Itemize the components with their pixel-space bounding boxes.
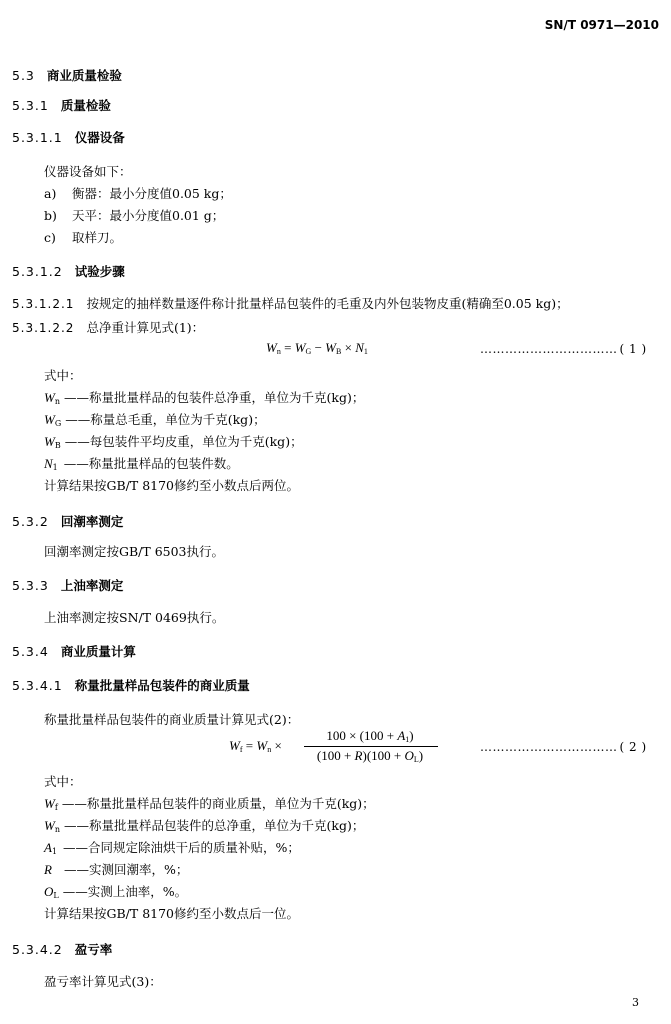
equipment-intro: 仪器设备如下： — [44, 164, 132, 179]
definition-text: ——实测上油率，%。 — [62, 884, 188, 899]
equation-number: ( 2 ) — [619, 740, 647, 754]
heading-5-3-4 — [12, 642, 136, 660]
definition-text: ——称量总毛重，单位为千克(kg)； — [65, 412, 266, 427]
heading-5-3 — [12, 66, 122, 84]
symbol-definition — [44, 816, 364, 834]
heading-title: 上油率测定 — [60, 578, 124, 593]
equation-2-denominator: $(100 + R)(100 + O_L)$ — [316, 748, 424, 764]
symbol-definition — [44, 860, 188, 878]
heading-5-3-1 — [12, 96, 111, 114]
symbol-definition — [44, 432, 303, 450]
list-text: 取样刀。 — [72, 230, 123, 245]
list-item — [44, 184, 232, 202]
symbol-subscript: n — [54, 825, 60, 834]
heading-title: 商业质量计算 — [60, 644, 136, 659]
clause-text: 总净重计算见式(1)： — [86, 320, 205, 335]
heading-5-3-4-2 — [12, 940, 112, 958]
symbol-subscript: 1 — [51, 847, 58, 856]
heading-5-3-3 — [12, 576, 123, 594]
where-label: 式中： — [44, 774, 82, 789]
heading-title: 商业质量检验 — [46, 68, 122, 83]
definition-text: ——称量批量样品包装件的商业质量，单位为千克(kg)； — [61, 796, 375, 811]
definition-text: ——称量批量样品的包装件数。 — [63, 456, 239, 471]
definition-text: ——合同规定除油烘干后的质量补贴，%； — [63, 840, 300, 855]
symbol-subscript: 1 — [52, 463, 58, 472]
symbol: W — [44, 390, 55, 405]
heading-number: 5.3.4.2 — [12, 942, 63, 957]
leader-dots: …………………………… — [480, 740, 618, 754]
heading-5-3-4-1 — [12, 676, 250, 694]
rounding-note: 计算结果按GB/T 8170修约至小数点后一位。 — [44, 906, 300, 921]
heading-number: 5.3.2 — [12, 514, 49, 529]
list-label: a) — [44, 186, 57, 201]
symbol: W — [44, 796, 55, 811]
heading-number: 5.3.1 — [12, 98, 49, 113]
symbol-subscript: L — [53, 891, 59, 900]
equation-2-fraction-bar — [304, 746, 438, 747]
symbol-subscript: B — [54, 441, 61, 450]
heading-number: 5.3 — [12, 68, 35, 83]
symbol: N — [44, 456, 53, 471]
oil-content-text: 上油率测定按SN/T 0469执行。 — [44, 610, 225, 625]
document-code: SN/T 0971—2010 — [544, 18, 659, 32]
heading-number: 5.3.1.2 — [12, 264, 63, 279]
symbol-definition — [44, 388, 364, 406]
heading-title: 试验步骤 — [74, 264, 125, 279]
equation-2-leader — [480, 740, 647, 754]
equation-2-lhs: $W_f = W_n$ × — [229, 738, 282, 754]
heading-5-3-1-1 — [12, 128, 125, 146]
where-label: 式中： — [44, 368, 82, 383]
commercial-mass-intro: 称量批量样品包装件的商业质量计算见式(2)： — [44, 712, 300, 727]
clause-text: 按规定的抽样数量逐件称计批量样品包装件的毛重及内外包装物皮重(精确至0.05 kg)； — [86, 296, 569, 311]
heading-5-3-1-2 — [12, 262, 125, 280]
heading-title: 仪器设备 — [74, 130, 125, 145]
definition-text: ——每包装件平均皮重，单位为千克(kg)； — [64, 434, 303, 449]
list-text: 衡器：最小分度值0.05 kg； — [72, 186, 232, 201]
heading-number: 5.3.4 — [12, 644, 49, 659]
symbol: A — [44, 840, 52, 855]
rounding-note: 计算结果按GB/T 8170修约至小数点后两位。 — [44, 478, 300, 493]
heading-title: 回潮率测定 — [60, 514, 124, 529]
symbol-definition — [44, 410, 266, 428]
symbol-definition — [44, 794, 375, 812]
clause-5-3-1-2-2 — [12, 318, 204, 336]
symbol-subscript: G — [54, 419, 62, 428]
clause-number: 5.3.1.2.1 — [12, 297, 75, 311]
symbol-definition — [44, 882, 187, 900]
definition-text: ——称量批量样品的包装件总净重，单位为千克(kg)； — [64, 390, 365, 405]
heading-title: 质量检验 — [60, 98, 111, 113]
equation-number: ( 1 ) — [619, 342, 647, 356]
clause-number: 5.3.1.2.2 — [12, 321, 75, 335]
list-item — [44, 228, 122, 246]
definition-text: ——称量批量样品包装件的总净重，单位为千克(kg)； — [64, 818, 365, 833]
heading-5-3-2 — [12, 512, 123, 530]
heading-title: 称量批量样品包装件的商业质量 — [74, 678, 250, 693]
symbol: W — [44, 412, 55, 427]
list-item — [44, 206, 224, 224]
equation-2-numerator: $100 \times (100 + A_1)$ — [326, 728, 414, 744]
heading-number: 5.3.3 — [12, 578, 49, 593]
list-label: c) — [44, 230, 56, 245]
equation-1-leader — [480, 342, 647, 356]
symbol-subscript: n — [54, 397, 60, 406]
list-text: 天平：最小分度值0.01 g； — [72, 208, 225, 223]
heading-number: 5.3.4.1 — [12, 678, 63, 693]
symbol-subscript: f — [54, 803, 58, 812]
page-number: 3 — [632, 996, 639, 1009]
list-label: b) — [44, 208, 57, 223]
symbol: W — [44, 434, 55, 449]
heading-number: 5.3.1.1 — [12, 130, 63, 145]
heading-title: 盈亏率 — [74, 942, 113, 957]
symbol-definition — [44, 838, 300, 856]
symbol: R — [44, 862, 52, 877]
symbol: O — [44, 884, 54, 899]
clause-5-3-1-2-1 — [12, 294, 569, 312]
symbol: W — [44, 818, 55, 833]
definition-text: ——实测回潮率，%； — [64, 862, 189, 877]
leader-dots: …………………………… — [480, 342, 618, 356]
moisture-regain-text: 回潮率测定按GB/T 6503执行。 — [44, 544, 225, 559]
profit-loss-intro: 盈亏率计算见式(3)： — [44, 974, 162, 989]
symbol-definition — [44, 454, 239, 472]
equation-1: $W_n = W_G - W_B \times N_1$ — [266, 340, 368, 356]
